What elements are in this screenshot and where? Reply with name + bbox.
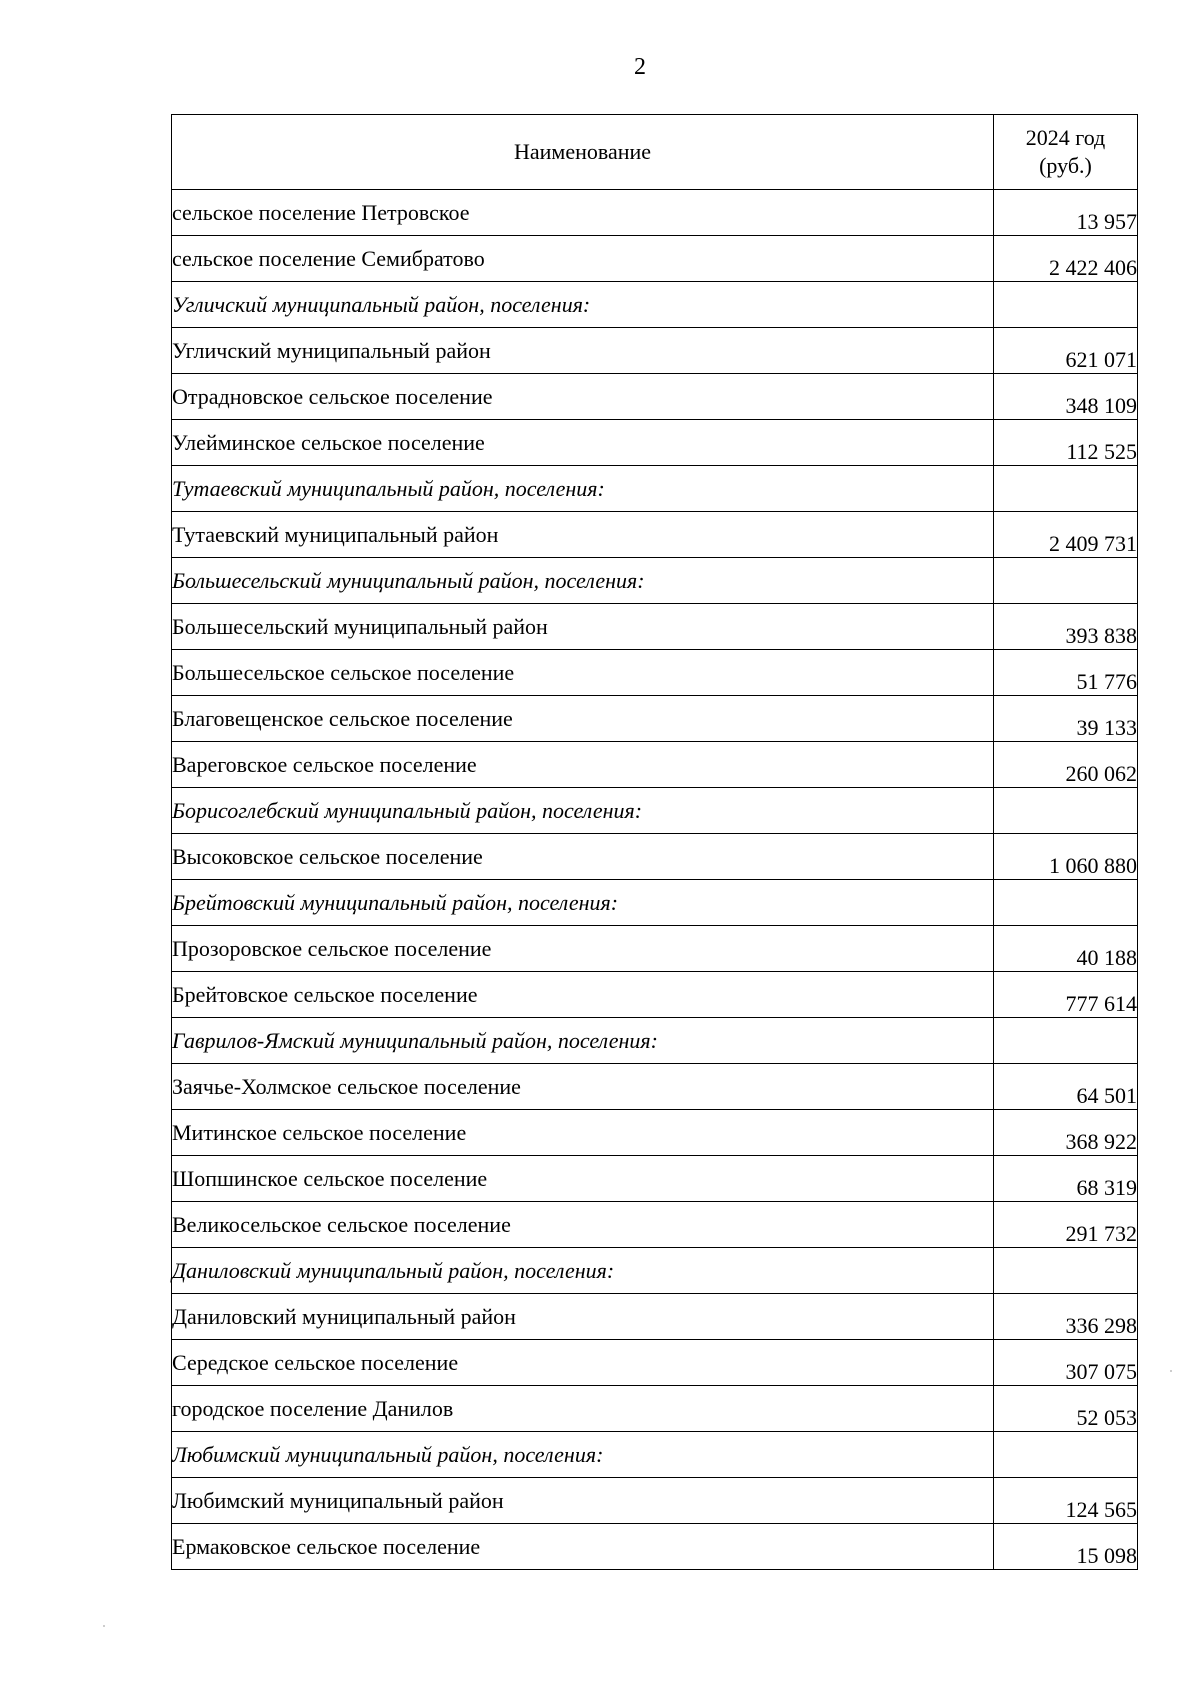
table-row [172, 1156, 1138, 1202]
name-cell: Брейтовское сельское поселение [172, 972, 994, 1018]
table-row [172, 512, 1138, 558]
table-row [172, 328, 1138, 374]
name-cell: Вареговское сельское поселение [172, 742, 994, 788]
table-group-row [172, 880, 1138, 926]
value-cell: 39 133 [994, 696, 1138, 742]
value-cell [994, 282, 1138, 328]
value-cell: 52 053 [994, 1386, 1138, 1432]
name-cell: Шопшинское сельское поселение [172, 1156, 994, 1202]
value-cell: 15 098 [994, 1524, 1138, 1570]
name-cell: Середское сельское поселение [172, 1340, 994, 1386]
value-cell: 260 062 [994, 742, 1138, 788]
name-cell: Заячье-Холмское сельское поселение [172, 1064, 994, 1110]
group-heading-cell: Тутаевский муниципальный район, поселения: [172, 466, 994, 512]
name-cell: Тутаевский муниципальный район [172, 512, 994, 558]
table-group-row [172, 788, 1138, 834]
table-body [172, 190, 1138, 1570]
table-row [172, 650, 1138, 696]
table-group-row [172, 282, 1138, 328]
table-row [172, 1294, 1138, 1340]
table-group-row [172, 1432, 1138, 1478]
name-cell: городское поселение Данилов [172, 1386, 994, 1432]
group-heading-cell: Любимский муниципальный район, поселения: [172, 1432, 994, 1478]
value-cell: 1 060 880 [994, 834, 1138, 880]
table-group-row [172, 558, 1138, 604]
table-row [172, 742, 1138, 788]
group-heading-cell: Даниловский муниципальный район, поселения: [172, 1248, 994, 1294]
table-row [172, 604, 1138, 650]
value-cell: 368 922 [994, 1110, 1138, 1156]
name-cell: Митинское сельское поселение [172, 1110, 994, 1156]
table-row [172, 696, 1138, 742]
table-row [172, 1386, 1138, 1432]
column-header-year [994, 115, 1138, 190]
value-cell [994, 1432, 1138, 1478]
table-row [172, 926, 1138, 972]
value-cell: 40 188 [994, 926, 1138, 972]
name-cell: Высоковское сельское поселение [172, 834, 994, 880]
name-cell: Угличский муниципальный район [172, 328, 994, 374]
table-group-row [172, 1018, 1138, 1064]
column-header-year-line2: (руб.) [1039, 153, 1092, 178]
table-row [172, 1202, 1138, 1248]
table-row [172, 1478, 1138, 1524]
name-cell: Даниловский муниципальный район [172, 1294, 994, 1340]
name-cell: Великосельское сельское поселение [172, 1202, 994, 1248]
value-cell [994, 1018, 1138, 1064]
name-cell: Прозоровское сельское поселение [172, 926, 994, 972]
value-cell: 307 075 [994, 1340, 1138, 1386]
name-cell: Ермаковское сельское поселение [172, 1524, 994, 1570]
name-cell: Любимский муниципальный район [172, 1478, 994, 1524]
name-cell: Улейминское сельское поселение [172, 420, 994, 466]
name-cell: Благовещенское сельское поселение [172, 696, 994, 742]
name-cell: сельское поселение Петровское [172, 190, 994, 236]
name-cell: Отрадновское сельское поселение [172, 374, 994, 420]
table-row [172, 1064, 1138, 1110]
value-cell: 393 838 [994, 604, 1138, 650]
table-group-row [172, 466, 1138, 512]
value-cell: 336 298 [994, 1294, 1138, 1340]
budget-table [171, 114, 1138, 1570]
table-row [172, 834, 1138, 880]
column-header-name: Наименование [172, 115, 994, 190]
value-cell: 348 109 [994, 374, 1138, 420]
table-group-row [172, 1248, 1138, 1294]
name-cell: Большесельский муниципальный район [172, 604, 994, 650]
group-heading-cell: Брейтовский муниципальный район, поселения: [172, 880, 994, 926]
name-cell: Большесельское сельское поселение [172, 650, 994, 696]
table-row [172, 972, 1138, 1018]
table-row [172, 374, 1138, 420]
value-cell: 2 422 406 [994, 236, 1138, 282]
value-cell [994, 466, 1138, 512]
value-cell [994, 880, 1138, 926]
value-cell [994, 788, 1138, 834]
value-cell [994, 558, 1138, 604]
value-cell: 13 957 [994, 190, 1138, 236]
name-cell: сельское поселение Семибратово [172, 236, 994, 282]
value-cell: 51 776 [994, 650, 1138, 696]
value-cell: 124 565 [994, 1478, 1138, 1524]
value-cell: 621 071 [994, 328, 1138, 374]
value-cell: 112 525 [994, 420, 1138, 466]
table-row [172, 1340, 1138, 1386]
table-header-row [172, 115, 1138, 190]
scan-speck [1170, 1370, 1172, 1372]
table-row [172, 190, 1138, 236]
value-cell: 777 614 [994, 972, 1138, 1018]
page-number: 2 [634, 54, 646, 80]
group-heading-cell: Угличский муниципальный район, поселения: [172, 282, 994, 328]
value-cell: 64 501 [994, 1064, 1138, 1110]
group-heading-cell: Большесельский муниципальный район, поселения: [172, 558, 994, 604]
table-row [172, 1524, 1138, 1570]
group-heading-cell: Борисоглебский муниципальный район, поселения: [172, 788, 994, 834]
column-header-year-line1: 2024 год [1025, 125, 1106, 150]
value-cell: 2 409 731 [994, 512, 1138, 558]
table-row [172, 236, 1138, 282]
table-row [172, 420, 1138, 466]
group-heading-cell: Гаврилов-Ямский муниципальный район, поселения: [172, 1018, 994, 1064]
value-cell: 291 732 [994, 1202, 1138, 1248]
value-cell [994, 1248, 1138, 1294]
scan-speck [103, 1625, 105, 1627]
table-row [172, 1110, 1138, 1156]
value-cell: 68 319 [994, 1156, 1138, 1202]
